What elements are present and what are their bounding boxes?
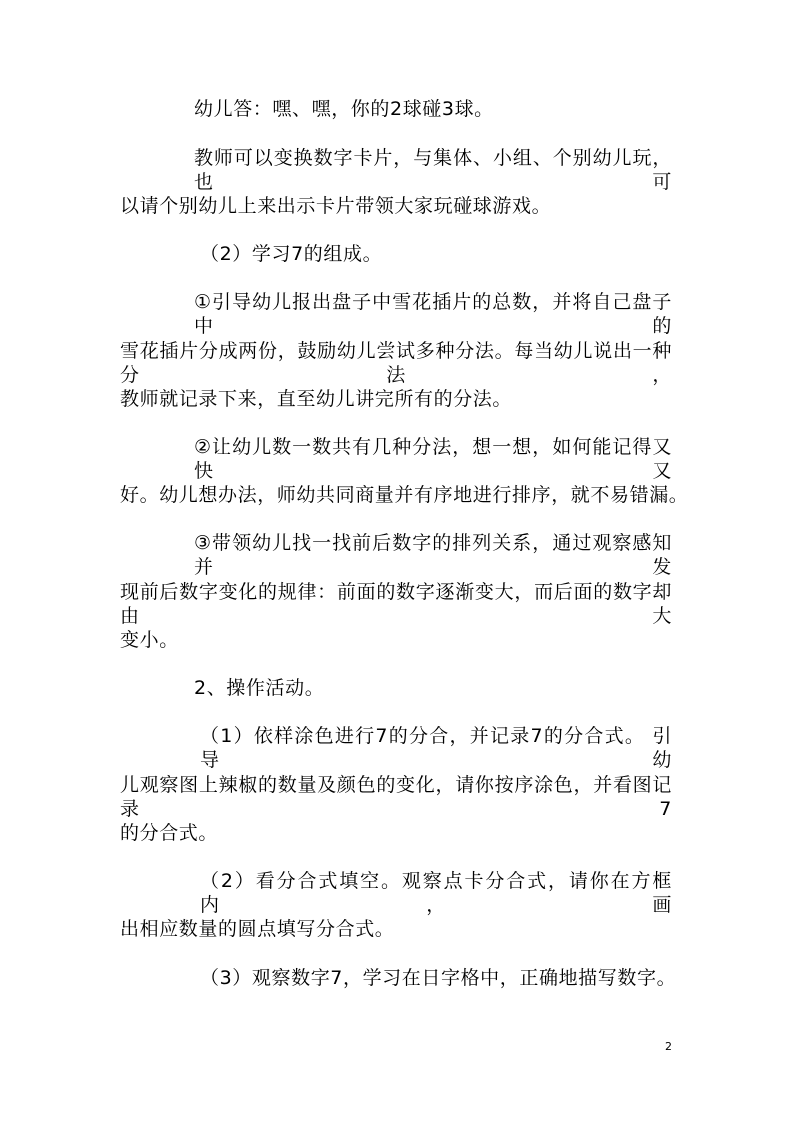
paragraph-line: ③带领幼儿找一找前后数字的排列关系，通过观察感知并发	[194, 532, 672, 578]
section-heading: 2、操作活动。	[194, 677, 325, 699]
paragraph-line: 教师就记录下来，直至幼儿讲完所有的分法。	[120, 388, 513, 410]
paragraph-line: 幼儿答：嘿、嘿，你的2球碰3球。	[194, 98, 494, 120]
paragraph-line: （2）看分合式填空。观察点卡分合式，请你在方框内，画	[200, 870, 672, 916]
paragraph-line: 儿观察图上辣椒的数量及颜色的变化，请你按序涂色，并看图记录7	[120, 774, 672, 820]
paragraph-line: 好。幼儿想办法，师幼共同商量并有序地进行排序，就不易错漏。	[120, 484, 689, 506]
paragraph-line: ②让幼儿数一数共有几种分法，想一想，如何能记得又快又	[194, 436, 672, 482]
page-number: 2	[665, 1040, 672, 1053]
paragraph-line: 的分合式。	[120, 822, 219, 844]
paragraph-line: （3）观察数字7，学习在日字格中，正确地描写数字。	[200, 967, 677, 989]
paragraph-line: 现前后数字变化的规律：前面的数字逐渐变大，而后面的数字却由大	[120, 581, 672, 627]
paragraph-line: 以请个别幼儿上来出示卡片带领大家玩碰球游戏。	[120, 195, 552, 217]
paragraph-line: 教师可以变换数字卡片，与集体、小组、个别幼儿玩，也可	[194, 147, 672, 193]
paragraph-line: 雪花插片分成两份，鼓励幼儿尝试多种分法。每当幼儿说出一种分法，	[120, 340, 672, 386]
paragraph-line: 变小。	[120, 629, 179, 651]
section-heading: （2）学习7的组成。	[200, 243, 383, 265]
paragraph-line: 出相应数量的圆点填写分合式。	[120, 918, 395, 940]
paragraph-line: ①引导幼儿报出盘子中雪花插片的总数，并将自己盘子中的	[194, 291, 672, 337]
paragraph-line: （1）依样涂色进行7的分合，并记录7的分合式。 引导幼	[200, 725, 672, 771]
